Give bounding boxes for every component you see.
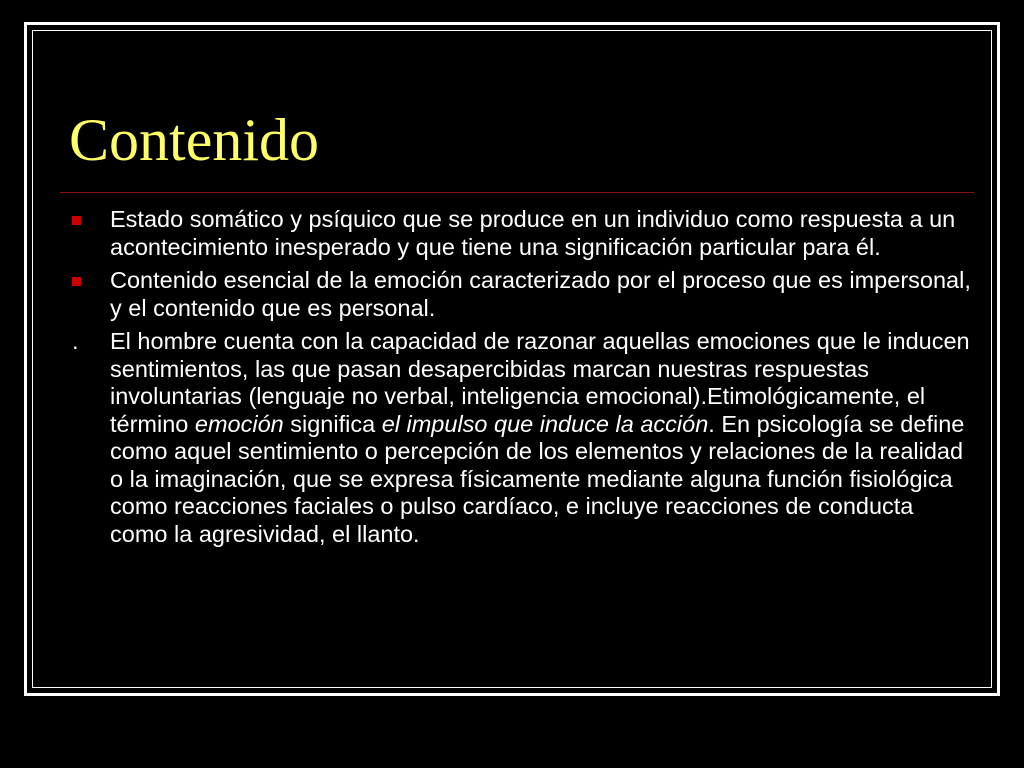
bullet-item-3 xyxy=(60,328,972,548)
italic-term-definition: el impulso que induce la acción xyxy=(381,410,709,437)
slide-body xyxy=(60,206,972,554)
bullet-item-text: Contenido esencial de la emoción caracterizado por el proceso que es impersonal, y el contenido que es personal. xyxy=(110,267,971,321)
bullet-item-2 xyxy=(60,267,972,322)
slide-title: Contenido xyxy=(69,107,319,173)
bullet-item-text-part: significa xyxy=(283,410,382,437)
bullet-item-1 xyxy=(60,206,972,261)
dot-marker: . xyxy=(72,328,79,354)
bullet-item-text-part: . En psicología se define como aquel sentimiento o percepción de los elementos y relaciones de la realidad o la imaginación, que se expresa físicamente mediante alguna función fisiológica como reacciones faciales o pulso cardíaco, e incluye reacciones de conducta como la agresividad, el llanto. xyxy=(110,410,965,547)
bullet-item-text-part: El hombre cuenta con la capacidad de razonar aquellas emociones que le inducen sentimientos, las que pasan desapercibidas marcan nuestras respuestas involuntarias (lenguaje no verbal, inteligencia emocional).Etimológicamente, el término xyxy=(110,328,970,437)
square-bullet-icon xyxy=(72,277,81,286)
square-bullet-icon xyxy=(72,216,81,225)
bullet-item-text: Estado somático y psíquico que se produce en un individuo como respuesta a un acontecimiento inesperado y que tiene una significación particular para él. xyxy=(110,206,956,260)
title-divider xyxy=(60,192,974,193)
italic-term-emocion: emoción xyxy=(194,410,284,437)
